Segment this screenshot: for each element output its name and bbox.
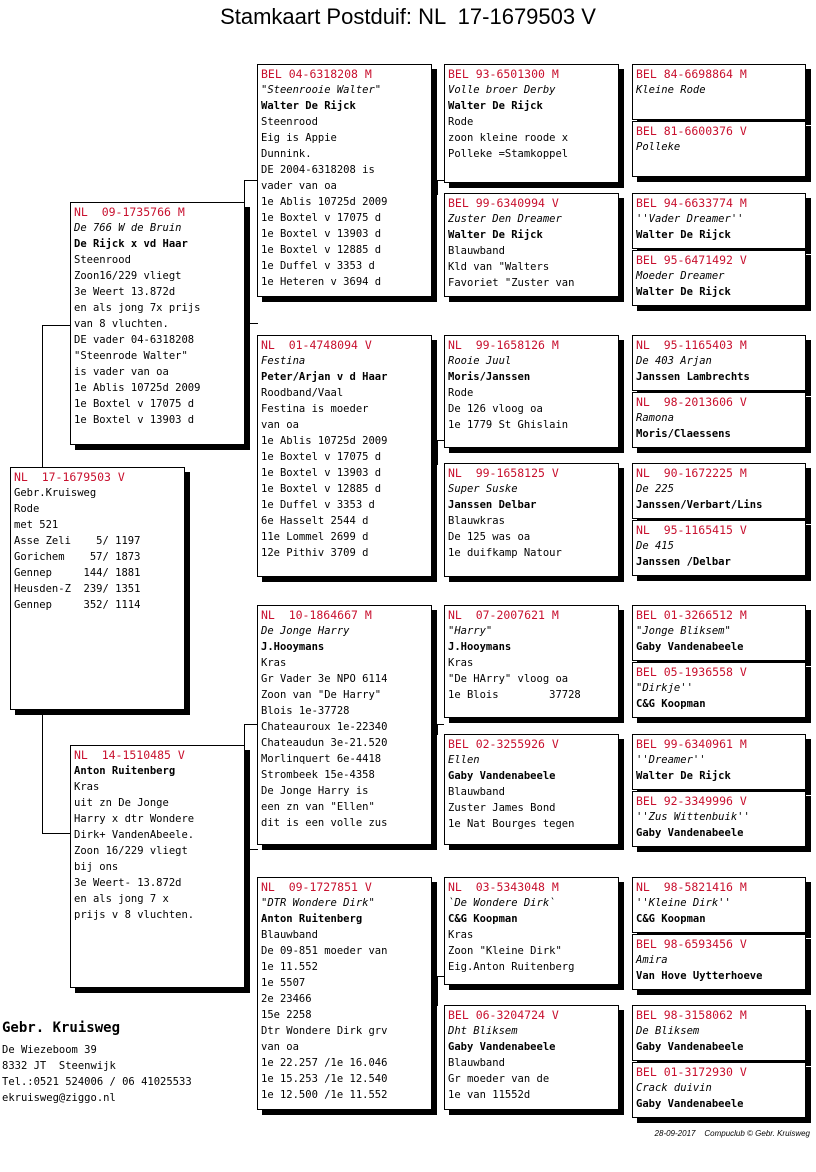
card-line: Blois 1e-37728 — [261, 705, 350, 717]
breeder-name: Gebr. Kruisweg — [2, 1020, 121, 1036]
connector-line — [437, 180, 438, 195]
card-line: 1e Boxtel v 13903 d — [74, 414, 195, 426]
card-line: 1e Boxtel v 13903 d — [261, 467, 382, 479]
ring-number: NL 14-1510485 V — [74, 748, 185, 762]
card-line: Festina is moeder — [261, 403, 369, 415]
connector-line — [244, 180, 258, 181]
card-line: van oa — [261, 1041, 299, 1053]
pigeon-owner: C&G Koopman — [636, 913, 706, 925]
pigeon-name: De 766 W de Bruin — [74, 222, 182, 234]
pigeon-owner: Peter/Arjan v d Haar — [261, 371, 388, 383]
ring-number: BEL 92-3349996 V — [636, 794, 747, 808]
pigeon-card-g4 — [632, 335, 806, 391]
ring-number: BEL 99-6340961 M — [636, 737, 747, 751]
card-line: Roodband/Vaal — [261, 387, 344, 399]
pigeon-card-g4 — [632, 392, 806, 448]
ring-number: NL 03-5343048 M — [448, 880, 559, 894]
card-line: Gennep 144/ 1881 — [14, 567, 141, 579]
card-line: 1e 1779 St Ghislain — [448, 419, 569, 431]
pigeon-name: Moeder Dreamer — [636, 270, 725, 282]
card-line: Gebr.Kruisweg — [14, 487, 97, 499]
card-line: De 126 vloog oa — [448, 403, 543, 415]
ring-number: NL 95-1165403 M — [636, 338, 747, 352]
card-line: Rode — [14, 503, 40, 515]
ring-number: BEL 84-6698864 M — [636, 67, 747, 81]
pigeon-name: De 415 — [636, 540, 674, 552]
card-line: zoon kleine roode x — [448, 132, 569, 144]
pigeon-card-g4 — [632, 250, 806, 306]
pigeon-card-fff — [444, 64, 619, 183]
card-line: "Steenrode Walter" — [74, 350, 188, 362]
breeder-email: ekruisweg@ziggo.nl — [2, 1092, 116, 1104]
pigeon-card-g4 — [632, 1005, 806, 1061]
pigeon-owner: Walter De Rijck — [636, 286, 731, 298]
ring-number: NL 09-1727851 V — [261, 880, 372, 894]
pigeon-name: De Jonge Harry — [261, 625, 350, 637]
connector-line — [437, 440, 438, 465]
card-line: en als jong 7 x — [74, 893, 169, 905]
ring-number: BEL 81-6600376 V — [636, 124, 747, 138]
card-line: Strombeek 15e-4358 — [261, 769, 375, 781]
connector-line — [42, 325, 70, 326]
ring-number: BEL 95-6471492 V — [636, 253, 747, 267]
ring-number: NL 17-1679503 V — [14, 470, 125, 484]
card-line: De Jonge Harry is — [261, 785, 369, 797]
pigeon-card-g4 — [632, 605, 806, 661]
ring-number: BEL 01-3266512 M — [636, 608, 747, 622]
card-line: Kras — [74, 781, 100, 793]
pigeon-owner: Gaby Vandenabeele — [636, 1041, 744, 1053]
card-line: Gr Vader 3e NPO 6114 — [261, 673, 388, 685]
connector-line — [244, 323, 258, 324]
card-line: Gr moeder van de — [448, 1073, 550, 1085]
card-line: Dtr Wondere Dirk grv — [261, 1025, 388, 1037]
page-title: Stamkaart Postduif: NL 17-1679503 V — [220, 4, 596, 29]
ring-number: NL 90-1672225 M — [636, 466, 747, 480]
card-line: Blauwband — [448, 245, 505, 257]
ring-number: NL 01-4748094 V — [261, 338, 372, 352]
footer-credit: 28-09-2017 Compuclub © Gebr. Kruisweg — [654, 1129, 810, 1138]
pigeon-name: ''Vader Dreamer'' — [636, 213, 744, 225]
pigeon-name: ''Zus Wittenbuik'' — [636, 811, 750, 823]
ring-number: NL 10-1864667 M — [261, 608, 372, 622]
ring-number: NL 99-1658125 V — [448, 466, 559, 480]
card-line: 3e Weert 13.872d — [74, 286, 176, 298]
card-line: een zn van "Ellen" — [261, 801, 375, 813]
ring-number: NL 07-2007621 M — [448, 608, 559, 622]
pigeon-card-fm — [257, 335, 432, 577]
pigeon-name: Super Suske — [448, 483, 518, 495]
ring-number: BEL 02-3255926 V — [448, 737, 559, 751]
breeder-address: De Wiezeboom 39 — [2, 1044, 97, 1056]
card-line: 1e van 11552d — [448, 1089, 531, 1101]
pigeon-name: Ramona — [636, 412, 674, 424]
card-line: Kras — [448, 657, 474, 669]
pigeon-card-g4 — [632, 934, 806, 990]
card-line: Eig.Anton Ruitenberg — [448, 961, 575, 973]
card-line: Blauwband — [448, 1057, 505, 1069]
pigeon-card-fmm — [444, 463, 619, 577]
card-line: 3e Weert- 13.872d — [74, 877, 182, 889]
pigeon-name: "Steenrooie Walter" — [261, 84, 382, 96]
card-line: Rode — [448, 116, 474, 128]
card-line: De 09-851 moeder van — [261, 945, 388, 957]
pigeon-card-g4 — [632, 463, 806, 519]
card-line: 1e 12.500 /1e 11.552 — [261, 1089, 388, 1101]
card-line: 1e 22.257 /1e 16.046 — [261, 1057, 388, 1069]
ring-number: BEL 05-1936558 V — [636, 665, 747, 679]
ring-number: NL 98-2013606 V — [636, 395, 747, 409]
pigeon-owner: Janssen Delbar — [448, 499, 537, 511]
card-line: Heusden-Z 239/ 1351 — [14, 583, 141, 595]
card-line: Asse Zeli 5/ 1197 — [14, 535, 141, 547]
card-line: Rode — [448, 387, 474, 399]
card-line: "De HArry" vloog oa — [448, 673, 569, 685]
card-line: 1e Blois 37728 — [448, 689, 581, 701]
pigeon-owner: Janssen /Delbar — [636, 556, 731, 568]
pigeon-owner: J.Hooymans — [261, 641, 325, 653]
pigeon-owner: C&G Koopman — [448, 913, 518, 925]
pigeon-name: "Harry" — [448, 625, 493, 637]
card-line: 1e Ablis 10725d 2009 — [74, 382, 201, 394]
card-line: 1e Nat Bourges tegen — [448, 818, 575, 830]
pigeon-owner: Gaby Vandenabeele — [636, 641, 744, 653]
pigeon-owner: C&G Koopman — [636, 698, 706, 710]
card-line: dit is een volle zus — [261, 817, 388, 829]
card-line: Chateauroux 1e-22340 — [261, 721, 388, 733]
card-line: 1e Ablis 10725d 2009 — [261, 196, 388, 208]
card-line: 11e Lommel 2699 d — [261, 531, 369, 543]
card-line: 12e Pithiv 3709 d — [261, 547, 369, 559]
card-line: 2e 23466 — [261, 993, 312, 1005]
ring-number: NL 98-5821416 M — [636, 880, 747, 894]
pigeon-name: De 225 — [636, 483, 674, 495]
pigeon-owner: Janssen/Verbart/Lins — [636, 499, 763, 511]
ring-number: NL 99-1658126 M — [448, 338, 559, 352]
ring-number: NL 95-1165415 V — [636, 523, 747, 537]
card-line: 15e 2258 — [261, 1009, 312, 1021]
card-line: Zoon16/229 vliegt — [74, 270, 182, 282]
breeder-info — [2, 1018, 192, 1106]
pigeon-owner: Gaby Vandenabeele — [636, 1098, 744, 1110]
connector-line — [437, 724, 438, 735]
card-line: prijs v 8 vluchten. — [74, 909, 195, 921]
pigeon-card-mother — [70, 745, 245, 988]
pigeon-owner: Janssen Lambrechts — [636, 371, 750, 383]
ring-number: BEL 06-3204724 V — [448, 1008, 559, 1022]
card-line: 1e Duffel v 3353 d — [261, 260, 375, 272]
pigeon-card-g4 — [632, 121, 806, 177]
card-line: 1e Boxtel v 12885 d — [261, 483, 382, 495]
pigeon-name: `De Wondere Dirk` — [448, 897, 556, 909]
pigeon-owner: Van Hove Uytterhoeve — [636, 970, 763, 982]
pigeon-name: De 403 Arjan — [636, 355, 712, 367]
pigeon-name: De Bliksem — [636, 1025, 700, 1037]
pigeon-owner: Moris/Claessens — [636, 428, 731, 440]
pigeon-owner: Anton Ruitenberg — [261, 913, 363, 925]
pigeon-name: Festina — [261, 355, 306, 367]
connector-line — [244, 724, 258, 725]
pigeon-owner: Walter De Rijck — [261, 100, 356, 112]
pigeon-card-mmm — [444, 1005, 619, 1110]
ring-number: BEL 98-6593456 V — [636, 937, 747, 951]
card-line: Morlinquert 6e-4418 — [261, 753, 382, 765]
pigeon-name: ''Kleine Dirk'' — [636, 897, 731, 909]
pigeon-card-father — [70, 202, 245, 445]
pigeon-owner: Moris/Janssen — [448, 371, 531, 383]
pigeon-name: Crack duivin — [636, 1082, 712, 1094]
pigeon-card-g4 — [632, 877, 806, 933]
pigeon-name: "DTR Wondere Dirk" — [261, 897, 375, 909]
pigeon-owner: Walter De Rijck — [636, 229, 731, 241]
card-line: 6e Hasselt 2544 d — [261, 515, 369, 527]
pigeon-owner: J.Hooymans — [448, 641, 512, 653]
card-line: Chateaudun 3e-21.520 — [261, 737, 388, 749]
pigeon-name: Dht Bliksem — [448, 1025, 518, 1037]
connector-line — [42, 710, 43, 833]
card-line: 1e Boxtel v 17075 d — [261, 212, 382, 224]
pigeon-name: "Jonge Bliksem" — [636, 625, 731, 637]
card-line: Dunnink. — [261, 148, 312, 160]
card-line: 1e Boxtel v 17075 d — [261, 451, 382, 463]
card-line: 1e 11.552 — [261, 961, 318, 973]
card-line: 1e 5507 — [261, 977, 306, 989]
card-line: Favoriet "Zuster van — [448, 277, 575, 289]
pigeon-name: "Dirkje'' — [636, 682, 693, 694]
pigeon-card-g4 — [632, 734, 806, 790]
pigeon-name: Rooie Juul — [448, 355, 512, 367]
card-line: bij ons — [74, 861, 119, 873]
pigeon-name: Zuster Den Dreamer — [448, 213, 562, 225]
ring-number: BEL 01-3172930 V — [636, 1065, 747, 1079]
card-line: Blauwkras — [448, 515, 505, 527]
card-line: is vader van oa — [74, 366, 169, 378]
card-line: 1e Ablis 10725d 2009 — [261, 435, 388, 447]
card-line: Gorichem 57/ 1873 — [14, 551, 141, 563]
card-line: Dirk+ VandenAbeele. — [74, 829, 195, 841]
pigeon-card-ffm — [444, 193, 619, 297]
card-line: Gennep 352/ 1114 — [14, 599, 141, 611]
pigeon-card-g4 — [632, 193, 806, 249]
pigeon-owner: Walter De Rijck — [636, 770, 731, 782]
ring-number: BEL 04-6318208 M — [261, 67, 372, 81]
pigeon-name: ''Dreamer'' — [636, 754, 706, 766]
card-line: DE 2004-6318208 is — [261, 164, 375, 176]
pigeon-card-g4 — [632, 64, 806, 120]
pigeon-owner: Gaby Vandenabeele — [636, 827, 744, 839]
pigeon-name: Ellen — [448, 754, 480, 766]
breeder-city: 8332 JT Steenwijk — [2, 1060, 116, 1072]
card-line: vader van oa — [261, 180, 337, 192]
pigeon-card-fmf — [444, 335, 619, 448]
pigeon-card-mf — [257, 605, 432, 845]
card-line: Zoon "Kleine Dirk" — [448, 945, 562, 957]
ring-number: BEL 93-6501300 M — [448, 67, 559, 81]
card-line: Blauwband — [261, 929, 318, 941]
card-line: Blauwband — [448, 786, 505, 798]
connector-line — [437, 976, 438, 1006]
pigeon-card-subject — [10, 467, 185, 710]
pigeon-owner: Gaby Vandenabeele — [448, 1041, 556, 1053]
pigeon-card-mff — [444, 605, 619, 718]
pigeon-card-g4 — [632, 1062, 806, 1118]
card-line: 1e Heteren v 3694 d — [261, 276, 382, 288]
card-line: 1e duifkamp Natour — [448, 547, 562, 559]
card-line: 1e Boxtel v 17075 d — [74, 398, 195, 410]
pigeon-card-mfm — [444, 734, 619, 845]
card-line: met 521 — [14, 519, 59, 531]
pigeon-owner: Walter De Rijck — [448, 100, 543, 112]
pigeon-card-g4 — [632, 791, 806, 847]
pigeon-card-g4 — [632, 520, 806, 576]
ring-number: NL 09-1735766 M — [74, 205, 185, 219]
pigeon-card-mmf — [444, 877, 619, 985]
pigeon-owner: De Rijck x vd Haar — [74, 238, 188, 250]
card-line: 1e 15.253 /1e 12.540 — [261, 1073, 388, 1085]
pigeon-name: Amira — [636, 954, 668, 966]
card-line: Zuster James Bond — [448, 802, 556, 814]
card-line: Eig is Appie — [261, 132, 337, 144]
card-line: DE vader 04-6318208 — [74, 334, 195, 346]
card-line: Zoon 16/229 vliegt — [74, 845, 188, 857]
pigeon-owner: Anton Ruitenberg — [74, 765, 176, 777]
connector-line — [42, 325, 43, 469]
connector-line — [42, 833, 70, 834]
card-line: 1e Boxtel v 12885 d — [261, 244, 382, 256]
pigeon-owner: Walter De Rijck — [448, 229, 543, 241]
pigeon-name: Volle broer Derby — [448, 84, 556, 96]
pigeon-card-mm — [257, 877, 432, 1110]
card-line: 1e Boxtel v 13903 d — [261, 228, 382, 240]
card-line: Steenrood — [261, 116, 318, 128]
card-line: Kras — [261, 657, 287, 669]
pigeon-name: Polleke — [636, 141, 681, 153]
pigeon-owner: Gaby Vandenabeele — [448, 770, 556, 782]
card-line: Zoon van "De Harry" — [261, 689, 382, 701]
card-line: Kras — [448, 929, 474, 941]
pigeon-name: Kleine Rode — [636, 84, 706, 96]
ring-number: BEL 99-6340994 V — [448, 196, 559, 210]
card-line: uit zn De Jonge — [74, 797, 169, 809]
pigeon-card-ff — [257, 64, 432, 297]
card-line: Kld van "Walters — [448, 261, 550, 273]
card-line: 1e Duffel v 3353 d — [261, 499, 375, 511]
breeder-phone: Tel.:0521 524006 / 06 41025533 — [2, 1076, 192, 1088]
card-line: en als jong 7x prijs — [74, 302, 201, 314]
pigeon-card-g4 — [632, 662, 806, 718]
card-line: van 8 vluchten. — [74, 318, 169, 330]
ring-number: BEL 98-3158062 M — [636, 1008, 747, 1022]
card-line: Polleke =Stamkoppel — [448, 148, 569, 160]
ring-number: BEL 94-6633774 M — [636, 196, 747, 210]
card-line: Harry x dtr Wondere — [74, 813, 195, 825]
card-line: De 125 was oa — [448, 531, 531, 543]
card-line: Steenrood — [74, 254, 131, 266]
card-line: van oa — [261, 419, 299, 431]
connector-line — [244, 849, 258, 850]
